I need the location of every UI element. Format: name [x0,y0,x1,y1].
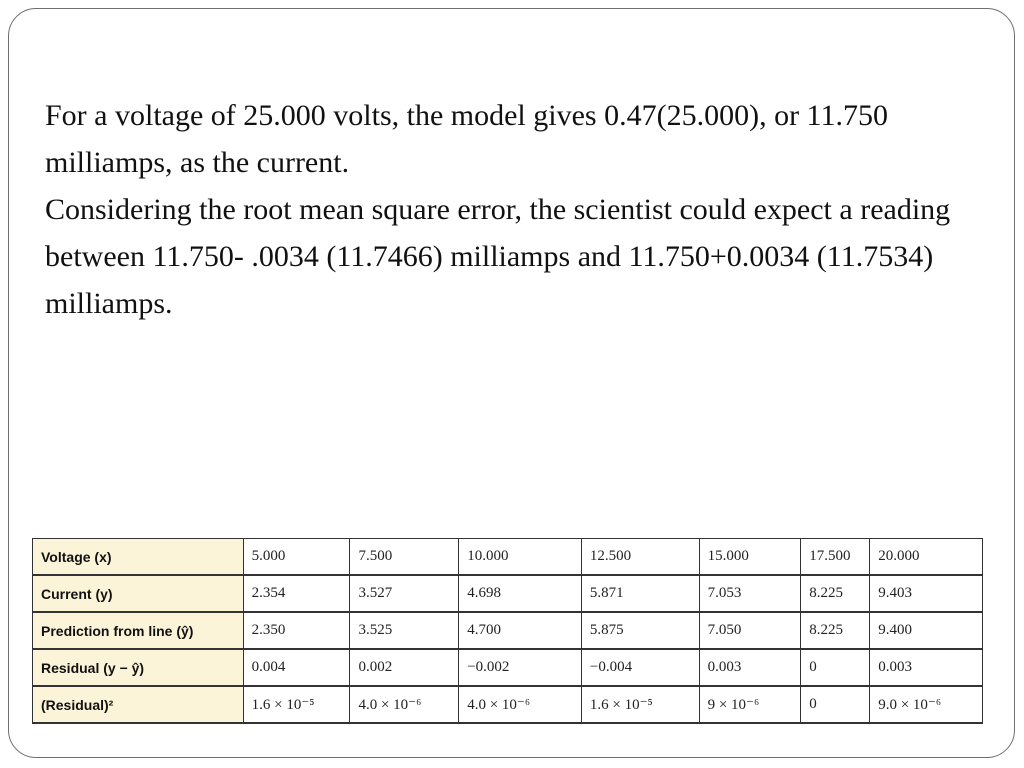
table-cell: 3.527 [350,575,459,612]
table-row [33,612,983,649]
table-cell: 1.6 × 10⁻⁵ [581,686,699,723]
table-row [33,686,983,723]
table-cell: −0.004 [581,649,699,686]
row-header: (Residual)² [33,686,244,723]
table-cell: 9 × 10⁻⁶ [699,686,801,723]
table-cell: 4.0 × 10⁻⁶ [459,686,582,723]
row-header: Prediction from line (ŷ) [33,612,244,649]
table-cell: 20.000 [870,539,983,576]
slide-body [45,92,975,327]
table-cell: 0 [801,686,870,723]
table-cell: 0.002 [350,649,459,686]
table-cell: 5.875 [581,612,699,649]
row-header: Residual (y − ŷ) [33,649,244,686]
table-cell: 8.225 [801,612,870,649]
table-cell: 9.403 [870,575,983,612]
table-cell: 1.6 × 10⁻⁵ [243,686,350,723]
table-cell: 0.003 [870,649,983,686]
paragraph-model-prediction: For a voltage of 25.000 volts, the model gives 0.47(25.000), or 11.750 milliamps, as the current. [45,99,888,179]
table-cell: 5.871 [581,575,699,612]
paragraph-rmse-range: Considering the root mean square error, the scientist could expect a reading between 11.750- .0034 (11.7466) milliamps and 11.750+0.0034 (11.7534) milliamps. [45,193,951,320]
residuals-table [32,538,983,724]
table-row [33,649,983,686]
table-row [33,575,983,612]
table-cell: 9.400 [870,612,983,649]
table-cell: 2.354 [243,575,350,612]
table-cell: 4.0 × 10⁻⁶ [350,686,459,723]
table-cell: 9.0 × 10⁻⁶ [870,686,983,723]
row-header: Current (y) [33,575,244,612]
table-cell: 4.700 [459,612,582,649]
table-cell: 17.500 [801,539,870,576]
table-cell: −0.002 [459,649,582,686]
table-row [33,539,983,576]
table-cell: 5.000 [243,539,350,576]
table-cell: 3.525 [350,612,459,649]
table-cell: 7.050 [699,612,801,649]
table-cell: 2.350 [243,612,350,649]
table-cell: 0 [801,649,870,686]
table-cell: 7.053 [699,575,801,612]
table-cell: 0.004 [243,649,350,686]
table-cell: 10.000 [459,539,582,576]
table-cell: 4.698 [459,575,582,612]
table-cell: 15.000 [699,539,801,576]
row-header: Voltage (x) [33,539,244,576]
table-cell: 12.500 [581,539,699,576]
table-cell: 7.500 [350,539,459,576]
table-cell: 0.003 [699,649,801,686]
table-cell: 8.225 [801,575,870,612]
